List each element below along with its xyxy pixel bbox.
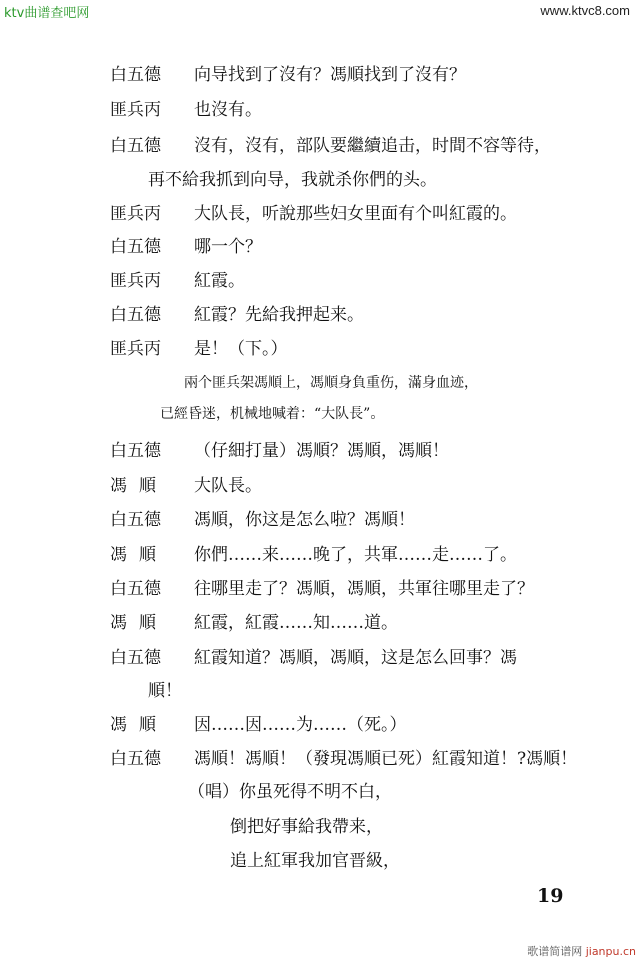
dialogue-text: 往哪里走了？馮順，馮順，共軍往哪里走了？ bbox=[194, 579, 534, 599]
speaker-label: 匪兵丙 bbox=[110, 204, 161, 224]
speaker-label: 白五德 bbox=[110, 648, 161, 668]
dialogue-text: 順！ bbox=[148, 681, 182, 701]
dialogue-text: 再不給我抓到向导，我就杀你們的头。 bbox=[148, 170, 437, 190]
dialogue-text: 紅霞。 bbox=[194, 271, 245, 291]
speaker-label: 白五德 bbox=[110, 136, 161, 156]
speaker-label: 匪兵丙 bbox=[110, 100, 161, 120]
speaker-label: 馮順 bbox=[110, 476, 168, 496]
page-number: 19 bbox=[537, 885, 564, 907]
speaker-label: 白五德 bbox=[110, 579, 161, 599]
watermark-bottom-url: jianpu.cn bbox=[585, 945, 636, 958]
speaker-label: 白五德 bbox=[110, 237, 161, 257]
speaker-label: 白五德 bbox=[110, 305, 161, 325]
dialogue-text: 向导找到了沒有？馮順找到了沒有？ bbox=[194, 65, 466, 85]
dialogue-text: 馮順！馮順！（發現馮順已死）紅霞知道！?馮順！ bbox=[194, 749, 578, 769]
watermark-top-left: ktv曲谱查吧网 bbox=[4, 6, 90, 21]
dialogue-text: 因……因……为……（死。） bbox=[194, 715, 407, 735]
dialogue-text: 馮順，你这是怎么啦？馮順！ bbox=[194, 510, 415, 530]
speaker-label: 白五德 bbox=[110, 65, 161, 85]
stage-direction-text: 已經昏迷，机械地喊着：“大队長”。 bbox=[160, 406, 385, 422]
speaker-label: 馮順 bbox=[110, 545, 168, 565]
dialogue-text: 也沒有。 bbox=[194, 100, 262, 120]
dialogue-text: 大队長。 bbox=[194, 476, 262, 496]
dialogue-text: 哪一个？ bbox=[194, 237, 262, 257]
speaker-label: 匪兵丙 bbox=[110, 271, 161, 291]
speaker-label: 白五德 bbox=[110, 441, 161, 461]
speaker-label: 馮順 bbox=[110, 613, 168, 633]
song-text: （唱）你虽死得不明不白， bbox=[188, 782, 392, 802]
watermark-bottom-right bbox=[527, 943, 636, 959]
stage-direction-text: 兩个匪兵架馮順上，馮順身負重伤，滿身血迹， bbox=[184, 375, 478, 391]
speaker-label: 白五德 bbox=[110, 749, 161, 769]
dialogue-text: （仔細打量）馮順？馮順，馮順！ bbox=[194, 441, 449, 461]
dialogue-text: 紅霞？先給我押起来。 bbox=[194, 305, 364, 325]
speaker-label: 白五德 bbox=[110, 510, 161, 530]
dialogue-text: 你們……来……晚了，共軍……走……了。 bbox=[194, 545, 517, 565]
speaker-label: 馮順 bbox=[110, 715, 168, 735]
speaker-label: 匪兵丙 bbox=[110, 339, 161, 359]
watermark-top-right: www.ktvc8.com bbox=[540, 3, 630, 18]
song-text: 倒把好事給我帶来， bbox=[230, 817, 383, 837]
dialogue-text: 沒有，沒有，部队要繼續追击，时間不容等待， bbox=[194, 136, 551, 156]
dialogue-text: 紅霞，紅霞……知……道。 bbox=[194, 613, 398, 633]
watermark-bottom-text: 歌谱简谱网 bbox=[527, 945, 583, 958]
song-text: 追上紅軍我加官晋級， bbox=[230, 851, 400, 871]
dialogue-text: 大队長，听說那些妇女里面有个叫紅霞的。 bbox=[194, 204, 517, 224]
dialogue-text: 是！（下。） bbox=[194, 339, 288, 359]
dialogue-text: 紅霞知道？馮順，馮順，这是怎么回事？馮 bbox=[194, 648, 517, 668]
